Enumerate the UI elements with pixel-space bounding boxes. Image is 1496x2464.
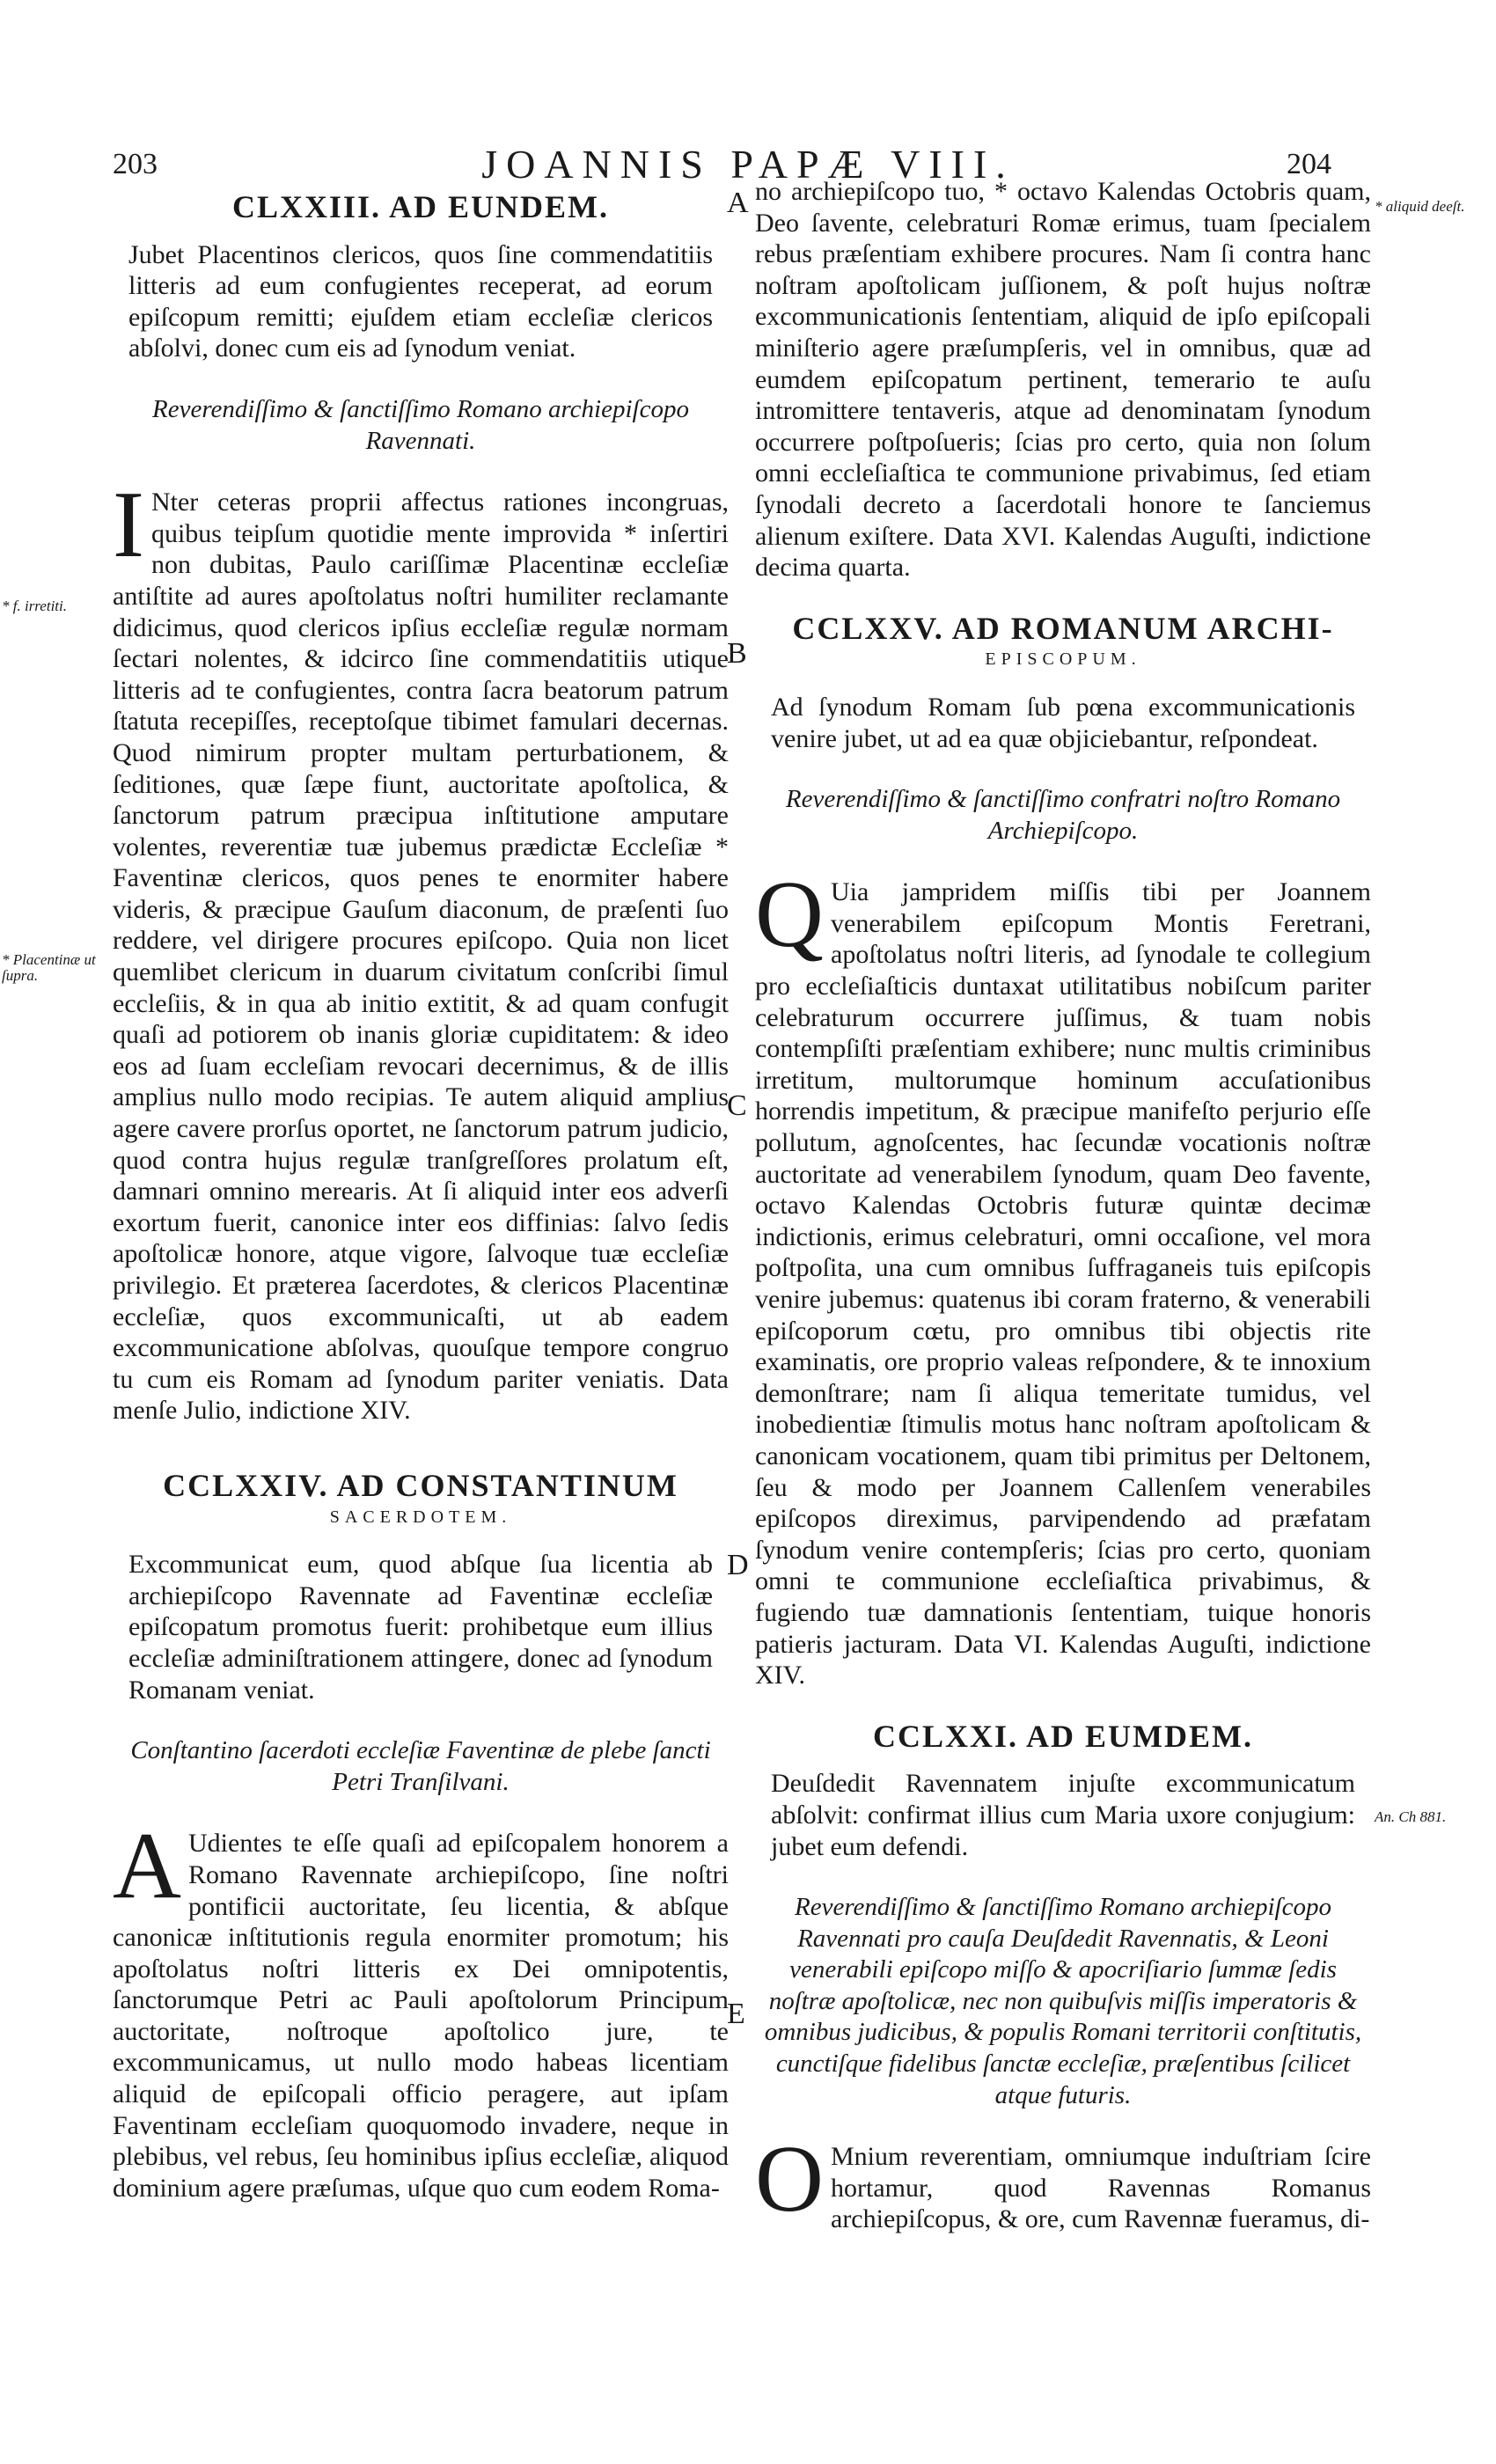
section-letter: C <box>727 1089 747 1122</box>
letter-body <box>113 473 729 1426</box>
letter-body <box>113 1814 729 2204</box>
section-letter: E <box>727 1998 745 2030</box>
letter-heading: CCLXXI. AD EUMDEM. <box>873 1718 1253 1754</box>
letter-text: Mnium reverentiam, omniumque induſtriam ſcire hortamur, quod Ravennas Romanus archiepiſcopus, & ore, cum Ravennæ fueramus, di- <box>831 2142 1371 2234</box>
letter-address: Conſtantino ſacerdoti eccleſiæ Faventinæ de plebe ſancti Petri Tranſilvani. <box>130 1736 711 1796</box>
letter-heading-sub: EPISCOPUM. <box>985 649 1141 670</box>
margin-note: * Placentinæ ut ſupra. <box>2 951 96 984</box>
letter-body <box>755 862 1371 1690</box>
letter-summary: Jubet Placentinos clericos, quos ſine commendatitiis litteris ad eum confugientes receperat, ad eorum epiſcopum remitti; ejuſdem etiam eccleſiæ clericos abſolvi, donec cum eis ad ſynodum veniat. <box>128 239 713 363</box>
left-column <box>113 176 729 2204</box>
margin-note: An. Ch 881. <box>1375 1808 1447 1825</box>
letter-continuation: no archiepiſcopo tuo, * octavo Kalendas Octobris quam, Deo ſavente, celebraturi Romæ erimus, tuam ſpecialem rebus præſentiam exhibere procures. Nam ſi contra hanc noſtram apoſtolicam juſſionem, & poſt hujus noſtræ excommunicationis ſententiam, aliquid de ipſo epiſcopali miniſterio agere præſumpſeris, vel in omnibus, quæ ad eumdem epiſcopatum pertinent, temerario te auſu intromittere tentaveris, atque ad denominatam ſynodum occurrere poſtpoſueris; ſcias pro certo, quia non ſolum omni eccleſiaſtica te communione privabimus, ſed etiam ſynodali decreto a ſacerdotali honore te ſanciemus alienum exiſtere. Data XVI. Kalendas Auguſti, indictione decima quarta. <box>755 177 1371 583</box>
drop-cap: O <box>755 2127 824 2233</box>
drop-cap: I <box>113 473 144 578</box>
drop-cap: A <box>113 1814 181 1919</box>
letter-heading: CLXXIII. AD EUNDEM. <box>231 189 610 224</box>
page-number-right: 204 <box>1287 148 1331 180</box>
letter-summary: Deuſdedit Ravennatem injuſte excommunicatum abſolvit: confirmat illius cum Maria uxore conjugium: jubet eum defendi. <box>771 1769 1355 1861</box>
letter-text: Udientes te eſſe quaſi ad epiſcopalem honorem a Romano Ravennate archiepiſcopo, ſine noſtri pontificii auctoritate, ſeu licentia, & abſque canonicæ inſtitutionis regula enormiter promotum; his apoſtolatus noſtri litteris ex Dei omnipotentis, ſanctorumque Petri ac Pauli apoſtolorum Principum auctoritate, noſtroque apoſtolico jure, te excommunicamus, ut nullo modo habeas licentiam aliquid de epiſcopali officio peragere, aut ipſam Faventinam eccleſiam quoquomodo invadere, neque in plebibus, vel rebus, ſeu hominibus ipſius eccleſiæ, aliquod dominium agere præſumas, uſque quo cum eodem Roma- <box>113 1829 729 2203</box>
page-number-left: 203 <box>113 148 158 180</box>
letter-summary: Excommunicat eum, quod abſque ſua licentia ab archiepiſcopo Ravennate ad Faventinæ eccleſiæ epiſcopatum promotus fuerit: prohibetque eum illius eccleſiæ adminiſtrationem attingere, donec ad ſynodum Romanam veniat. <box>128 1550 713 1705</box>
letter-body <box>755 2127 1371 2235</box>
letter-text: Nter ceteras proprii affectus rationes incongruas, quibus teipſum quotidie mente improvida * inſertiri non dubitas, Paulo cariſſimæ Placentinæ eccleſiæ antiſtite ad aures apoſtolatus noſtri humiliter reclamante didicimus, quod clericos ipſius eccleſiæ regulæ normam ſectari nolentes, & idcirco ſine commendatitiis utique litteris ad te confugientes, contra ſacra beatorum patrum ſtatuta recepiſſes, receptoſque tibimet famulari decernas. Quod nimirum propter multam perturbationem, & ſeditiones, quæ ſæpe fiunt, auctoritate apoſtolica, & ſanctorum patrum præcipua inſtitutione amputare volentes, reverentiæ tuæ jubemus prædictæ Eccleſiæ * Faventinæ clericos, quos penes te enormiter habere videris, & præcipue Gauſum diaconum, de præſenti ſuo reddere, vel dirigere procures epiſcopo. Quia non licet quemlibet clericum in duarum civitatum conſcribi ſimul eccleſiis, & in qua ab initio extitit, & ad quam confugit quaſi ad potiorem ob inanis gloriæ cupiditatem: & ideo eos ad ſuam eccleſiam revocari decernimus, & de illis amplius nullo modo recipias. Te autem aliquid amplius agere cavere prorſus oportet, ne ſanctorum patrum judicio, quod contra hujus regulæ tranſgreſſores prolatum eſt, damnari omnino merearis. At ſi aliquid inter eos adverſi exortum fuerit, canonice inter eos diffinias: ſalvo ſedis apoſtolicæ honore, atque vigore, ſalvoque tuæ eccleſiæ privilegio. Et præterea ſacerdotes, & clericos Placentinæ eccleſiæ, quos excommunicaſti, ut ab eadem excommunicatione abſolvas, quouſque tempore congruo tu cum eis Romam ad ſynodum pariter veniatis. Data menſe Julio, indictione XIV. <box>113 488 729 1426</box>
drop-cap: Q <box>755 862 824 968</box>
letter-address: Reverendiſſimo & ſanctiſſimo Romano archiepiſcopo Ravennati pro cauſa Deuſdedit Ravennatis, & Leoni venerabili epiſcopo miſſo & apocriſiario ſummæ ſedis noſtræ apoſtolicæ, nec non quibuſvis miſſis imperatoris & omnibus judicibus, & populis Romani territorii conſtitutis, cunctiſque fidelibus ſanctæ eccleſiæ, præſentibus ſcilicet atque futuris. <box>764 1893 1362 2109</box>
letter-heading-sub: SACERDOTEM. <box>329 1507 512 1527</box>
margin-note: * aliquid deeſt. <box>1375 198 1465 215</box>
letter-address: Reverendiſſimo & ſanctiſſimo confratri noſtro Romano Archiepiſcopo. <box>785 785 1341 845</box>
section-letter: B <box>727 637 747 670</box>
letter-address: Reverendiſſimo & ſanctiſſimo Romano archiepiſcopo Ravennati. <box>152 394 689 455</box>
running-title: JOANNIS PAPÆ VIII. <box>481 142 1015 187</box>
letter-text: Uia jampridem miſſis tibi per Joannem venerabilem epiſcopum Montis Feretrani, apoſtolatus noſtri literis, ad ſynodale te collegium pro eccleſiaſticis duntaxat utilitatibus nobiſcum pariter celebraturum occurrere juſſimus, & tuam nobis contempſiſti præſentiam exhibere; nunc multis criminibus irretitum, multorumque hominum accuſationibus horrendis impetitum, & præcipue manifeſto perjurio eſſe pollutum, agnoſcentes, hac ſecundæ vocationis noſtræ auctoritate ad venerabilem ſynodum, quam Deo favente, octavo Kalendas Octobris futuræ quintæ decimæ indictionis, erimus celebraturi, omni occaſione, vel mora poſtpoſita, una cum omnibus ſuffraganeis tuis epiſcopis venire jubemus: quatenus ibi coram fraterno, & venerabili epiſcoporum cœtu, pro omnibus tibi objectis rite examinatis, ore proprio valeas reſpondere, & te innoxium demonſtrare; nam ſi aliqua temeritate tumidus, vel inobedientiæ ſtimulis motus hanc noſtram apoſtolicam & canonicam vocationem, quam tibi primitus per Deltonem, ſeu & modo per Joannem Callenſem venerabiles epiſcopos direximus, parvipendendo ad præfatam ſynodum venire contempſeris; ſcias pro certo, quoniam omni te communione eccleſiaſtica privabimus, & fugiendo tuæ damnationis ſententiam, tuique honoris patieris jacturam. Data VI. Kalendas Auguſti, indictione XIV. <box>755 877 1371 1690</box>
section-letter: D <box>727 1549 749 1581</box>
letter-heading: CCLXXV. AD ROMANUM ARCHI- <box>792 610 1334 646</box>
letter-summary: Ad ſynodum Romam ſub pœna excommunicationis venire jubet, ut ad ea quæ objiciebantur, reſpondeat. <box>771 692 1355 753</box>
section-letter: A <box>727 187 749 219</box>
letter-heading: CCLXXIV. AD CONSTANTINUM <box>163 1467 678 1503</box>
right-column <box>755 176 1371 2235</box>
margin-note: * f. irretiti. <box>2 598 67 614</box>
